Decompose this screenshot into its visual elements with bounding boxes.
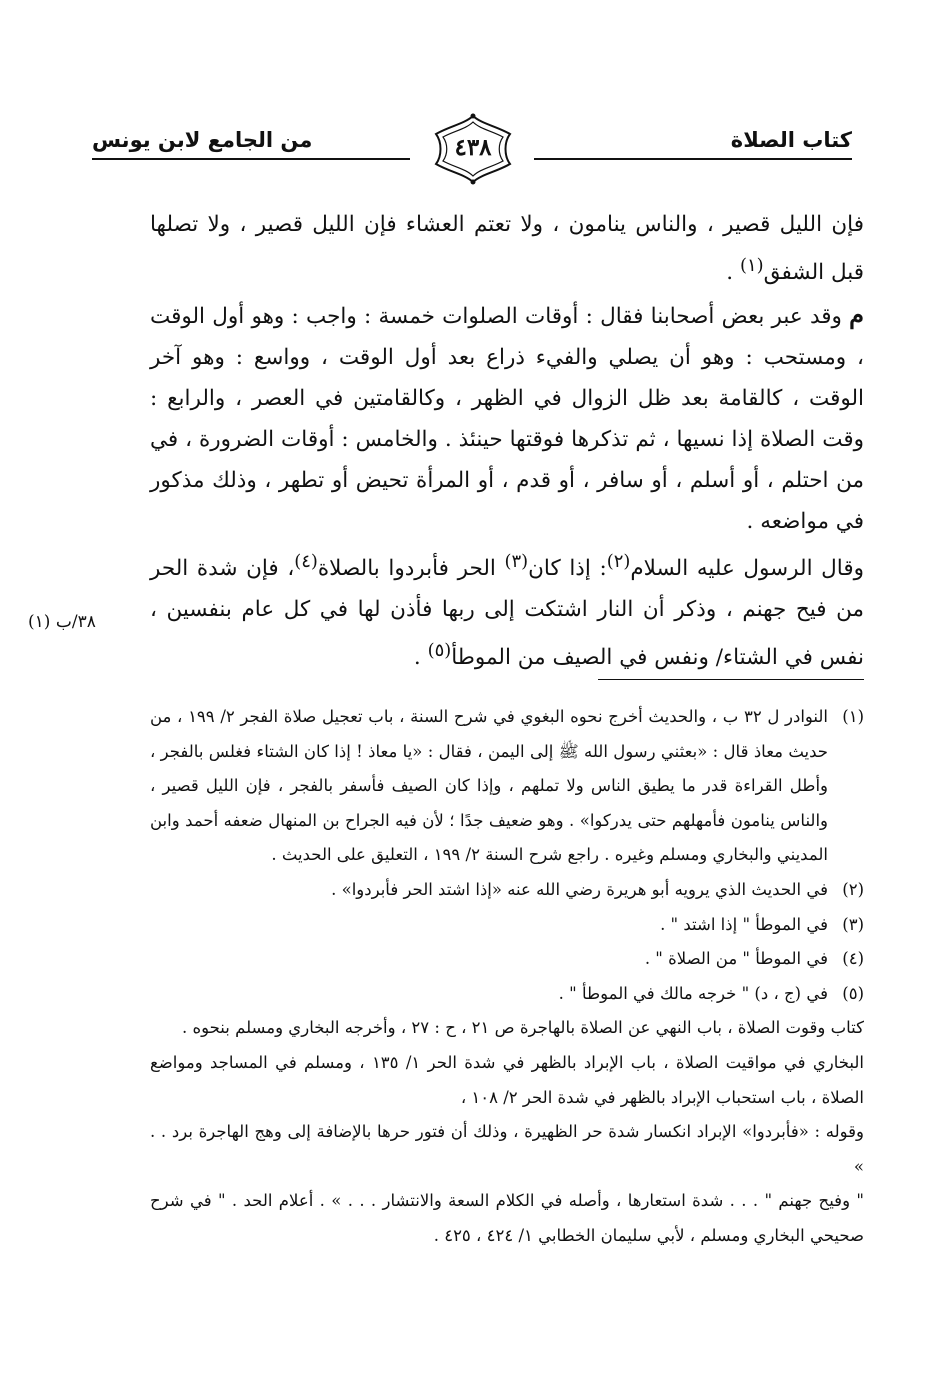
footnote-ref-3: (٣) [504, 551, 529, 572]
footnote-ref-1: (١) [739, 255, 764, 276]
footnote-5-continuation: " وفيح جهنم " . . . شدة استعارها ، وأصله في الكلام السعة والانتشار . . . » . أعلام الحد . " في شرح صحيحي البخاري ومسلم ، لأبي سليمان الخطابي ١/ ٤٢٤ ، ٤٢٥ . [150, 1191, 864, 1245]
footnote-text: في الحديث الذي يرويه أبو هريرة رضي الله عنه «إذا اشتد الحر فأبردوا» . [331, 879, 828, 899]
page-number-ornament [430, 112, 516, 186]
footnote-5-continuation: البخاري في مواقيت الصلاة ، باب الإبراد بالظهر في شدة الحر ١/ ١٣٥ ، ومسلم في المساجد ومواضع الصلاة ، باب استحباب الإبراد بالظهر في شدة الحر ٢/ ١٠٨ ، [150, 1052, 864, 1107]
margin-note: ٣٨/ب (١) [28, 612, 96, 632]
footnote-ref-4: (٤) [294, 551, 318, 572]
paragraph-2 [150, 294, 864, 542]
footnote-1 [150, 700, 864, 873]
header-rule-right [534, 158, 852, 160]
footnote-3 [150, 908, 864, 943]
footnote-separator [598, 679, 864, 680]
footnote-5 [150, 977, 864, 1012]
paragraph-1-text: فإن الليل قصير ، والناس ينامون ، ولا تعتم العشاء فإن الليل قصير ، ولا تصلها قبل الشفق [150, 212, 864, 286]
source-title: من الجامع لابن يونس [92, 128, 313, 152]
paragraph-3-part-b: : إذا كان [528, 556, 607, 582]
footnote-text: في (ج ، د) " خرجه مالك في الموطأ " . [558, 983, 828, 1003]
footnote-5-continuation: وقوله : «فأبردوا» الإبراد انكسار شدة حر الظهيرة ، وذلك أن فتور حرها بالإضافة إلى وهج الهاجرة برد . . » [150, 1122, 864, 1176]
footnote-text: النوادر ل ٣٢ ب ، والحديث أخرج نحوه البغوي في شرح السنة ، باب تعجيل صلاة الفجر ٢/ ١٩٩ ، من حديث معاذ قال : «بعثني رسول الله ﷺ إلى اليمن ، فقال : «يا معاذ ! إذا كان الشتاء فغلس بالفجر ، وأطل القراءة قدر ما يطيق الناس ولا تملهم ، وإذا كان الصيف فأسفر بالفجر ، فإن الليل قصير ، والناس ينامون فأمهلهم حتى يدركوا» . وهو ضعيف جدًا ؛ لأن فيه الجراح بن المنهال ضعفه أحمد وابن المديني والبخاري ومسلم وغيره . راجع شرح السنة ٢/ ١٩٩ ، التعليق على الحديث . [150, 707, 829, 865]
paragraph-1 [150, 204, 864, 293]
footnote-text: في الموطأ " من الصلاة " . [644, 949, 828, 969]
footnote-number: (١) [842, 707, 864, 726]
footnote-2 [150, 873, 864, 908]
footnote-number: (٤) [842, 949, 864, 969]
paragraph-3-part-d: ، فإن شدة الحر من فيح جهنم ، وذكر أن النار اشتكت إلى ربها فأذن لها في كل عام بنفسين ، نفس في الشتاء/ ونفس في الصيف من الموطأ [150, 556, 864, 671]
footnote-number: (٥) [842, 983, 864, 1003]
footnote-number: (٣) [842, 914, 864, 934]
page-number: ٤٣٨ [454, 134, 492, 161]
section-mark: م [849, 300, 864, 329]
footnote-number: (٢) [842, 879, 864, 899]
paragraph-3-part-e: . [413, 645, 428, 671]
header-rule-left [92, 158, 410, 160]
footnote-4 [150, 942, 864, 977]
paragraph-3-part-c: الحر فأبردوا بالصلاة [317, 556, 505, 582]
footnote-ref-5: (٥) [427, 640, 452, 662]
paragraph-3-part-a: وقال الرسول عليه السلام [630, 556, 865, 582]
page-header [92, 118, 852, 188]
paragraph-2-text: وقد عبر بعض أصحابنا فقال : أوقات الصلوات خمسة : واجب : وهو أول الوقت ، ومستحب : وهو أن يصلي والفيء ذراع بعد أول الوقت ، وواسع : وهو آخر الوقت ، كالقامة بعد ظل الزوال في الظهر ، وكالقامتين في العصر ، والرابع : وقت الصلاة إذا نسيها ، ثم تذكرها فوقتها حينئذ . والخامس : أوقات الضرورة ، في من احتلم ، أو أسلم ، أو سافر ، أو قدم ، أو المرأة تحيض أو تطهر ، وذلك مذكور في مواضعه . [150, 304, 864, 534]
paragraph-3 [150, 541, 864, 678]
footnote-5-continuation: كتاب وقوت الصلاة ، باب النهي عن الصلاة بالهاجرة ص ٢١ ، ح : ٢٧ ، وأخرجه البخاري ومسلم بنحوه . [181, 1018, 864, 1038]
paragraph-1-end: . [726, 260, 740, 286]
footnotes [150, 700, 864, 1254]
footnote-ref-2: (٢) [606, 551, 631, 572]
footnote-text: في الموطأ " إذا اشتد " . [660, 914, 828, 934]
book-title: كتاب الصلاة [730, 128, 852, 152]
